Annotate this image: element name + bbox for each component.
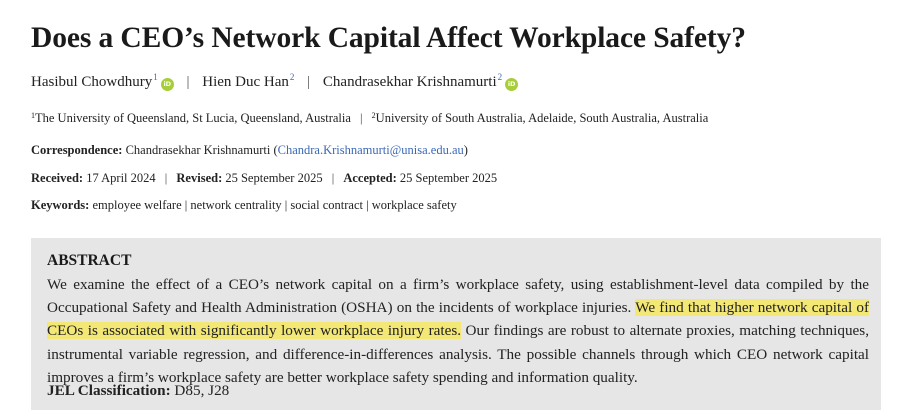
keywords-text: employee welfare | network centrality | social contract | workplace safety: [92, 198, 457, 212]
received-label: Received:: [31, 171, 84, 185]
accepted-date: 25 September 2025: [399, 171, 498, 185]
abstract-text: [47, 273, 869, 389]
accepted-label: Accepted:: [343, 171, 397, 185]
abstract-part-1: We examine the effect of a CEO’s network capital on a firm’s workplace safety, using establishment-level data compiled by the Occupational Safety and Health Administration (OSHA) on the incidents of workplace injuries.: [47, 276, 869, 317]
affiliations: [31, 111, 708, 126]
correspondence-name: Chandrasekhar Krishnamurti: [125, 143, 271, 157]
affiliation-marker: 2: [371, 111, 376, 120]
date-separator: |: [331, 171, 335, 185]
abstract-part-2: Our findings are robust to alternate proxies, matching techniques, instrumental variable regression, and difference-in-differences analysis. The possible channels through which CEO network capital improves a firm’s workplace safety are better workplace safety spending and information quality.: [47, 322, 869, 386]
jel-classification: [47, 382, 229, 400]
orcid-icon[interactable]: iD: [161, 78, 174, 91]
keywords-label: Keywords:: [31, 198, 90, 212]
abstract-heading: ABSTRACT: [47, 252, 132, 269]
affiliation-marker: 2: [289, 72, 295, 82]
jel-label: JEL Classification:: [47, 382, 171, 399]
correspondence-open: (: [273, 143, 278, 157]
author-separator: |: [186, 74, 190, 90]
affiliation-text: University of South Australia, Adelaide, South Australia, Australia: [375, 111, 709, 125]
orcid-icon[interactable]: iD: [505, 78, 518, 91]
received-date: 17 April 2024: [86, 171, 156, 185]
correspondence-close: ): [463, 143, 468, 157]
correspondence-email-link[interactable]: Chandra.Krishnamurti@unisa.edu.au: [277, 143, 464, 157]
author-list: [31, 72, 518, 91]
affiliation-marker: 2: [497, 72, 503, 82]
revised-label: Revised:: [176, 171, 223, 185]
affiliation-marker: 1: [153, 72, 158, 82]
article-dates: [31, 171, 497, 186]
correspondence-label: Correspondence:: [31, 143, 123, 157]
jel-codes: D85, J28: [174, 382, 230, 399]
affiliation-marker: 1: [31, 111, 35, 120]
author-name[interactable]: Chandrasekhar Krishnamurti: [322, 74, 497, 90]
keywords: [31, 198, 457, 213]
affiliation-separator: |: [360, 111, 363, 125]
author-separator: |: [307, 74, 311, 90]
revised-date: 25 September 2025: [225, 171, 323, 185]
date-separator: |: [164, 171, 168, 185]
correspondence: [31, 143, 468, 158]
author-name[interactable]: Hasibul Chowdhury: [31, 74, 153, 90]
affiliation-text: The University of Queensland, St Lucia, Queensland, Australia: [35, 111, 351, 125]
paper-title: Does a CEO’s Network Capital Affect Workplace Safety?: [31, 22, 746, 54]
abstract-highlight: We find that higher network capital of CEOs is associated with significantly lower workplace injury rates.: [47, 299, 869, 340]
author-name[interactable]: Hien Duc Han: [202, 74, 289, 90]
